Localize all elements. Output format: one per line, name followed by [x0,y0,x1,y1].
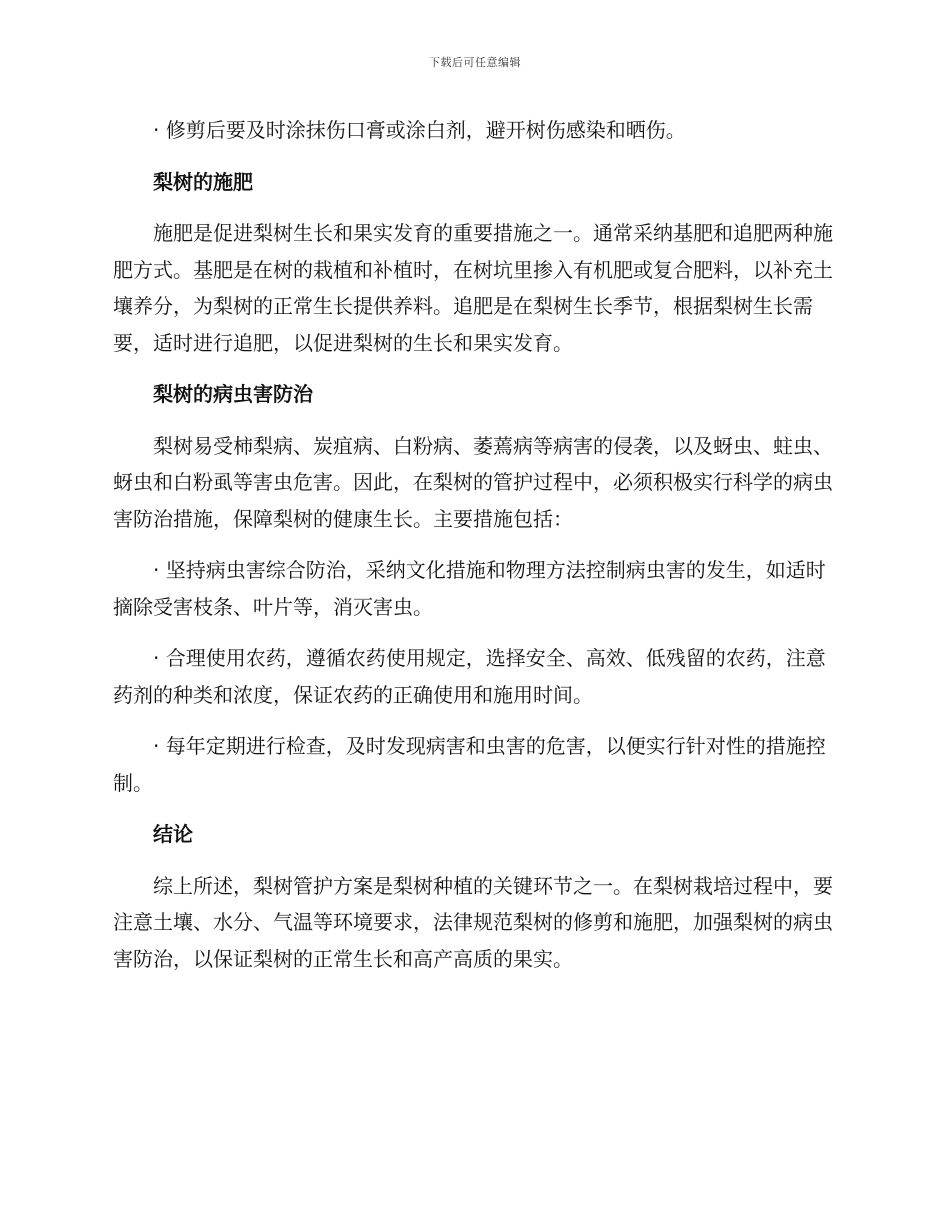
section-heading-conclusion: 结论 [153,822,193,846]
bullet-paragraph: · 修剪后要及时涂抹伤口膏或涂白剂，避开树伤感染和晒伤。 [153,118,686,142]
header-note: 下载后可任意编辑 [429,56,521,69]
bullet-paragraph: · 每年定期进行检查，及时发现病害和虫害的危害，以便实行针对性的措施控制。 [113,734,826,795]
paragraph-pest-control: 梨树易受柿梨病、炭疽病、白粉病、萎蔫病等病害的侵袭，以及蚜虫、蛀虫、蚜虫和白粉虱等害虫危害。因此，在梨树的管护过程中，必须积极实行科学的病虫害防治措施，保障梨树的健康生长。主要措施包括： [113,433,833,531]
bullet-paragraph: · 合理使用农药，遵循农药使用规定，选择安全、高效、低残留的农药，注意药剂的种类和浓度，保证农药的正确使用和施用时间。 [113,646,826,707]
bullet-paragraph: · 坚持病虫害综合防治，采纳文化措施和物理方法控制病虫害的发生，如适时摘除受害枝条、叶片等，消灭害虫。 [113,558,826,619]
paragraph-fertilizing: 施肥是促进梨树生长和果实发育的重要措施之一。通常采纳基肥和追肥两种施肥方式。基肥是在树的栽植和补植时，在树坑里掺入有机肥或复合肥料，以补充土壤养分，为梨树的正常生长提供养料。追肥是在梨树生长季节，根据梨树生长需要，适时进行追肥，以促进梨树的生长和果实发育。 [113,221,833,355]
section-heading-pest-control: 梨树的病虫害防治 [153,382,313,406]
section-heading-fertilizing: 梨树的施肥 [153,169,253,194]
document-body [113,112,833,992]
paragraph-conclusion: 综上所述，梨树管护方案是梨树种植的关键环节之一。在梨树栽培过程中，要注意土壤、水分、气温等环境要求，法律规范梨树的修剪和施肥，加强梨树的病虫害防治，以保证梨树的正常生长和高产高质的果实。 [113,873,833,971]
